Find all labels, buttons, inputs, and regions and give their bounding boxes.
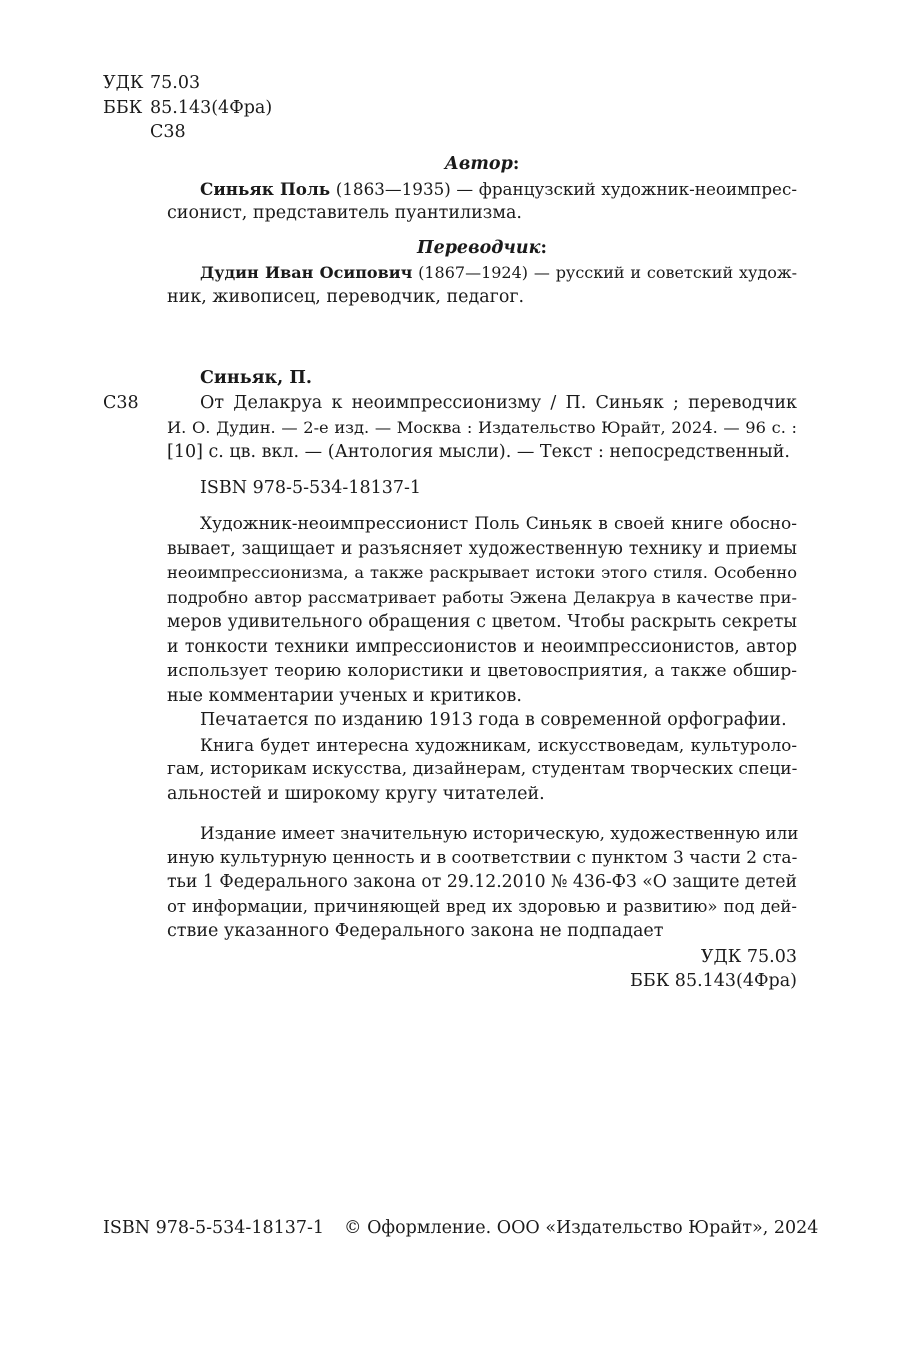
- catalog-line: От Делакруа к неоимпрессионизму / П. Синьяк ; переводчик: [200, 393, 797, 413]
- annotation-line: альностей и широкому кругу читателей.: [167, 783, 545, 804]
- footer-copyright: © Оформление. ООО «Издательство Юрайт», 2024: [344, 1218, 819, 1238]
- author-section: [167, 152, 797, 226]
- annotation-line: использует теорию колористики и цветовосприятия, а также обшир-: [167, 661, 797, 681]
- legal-bbk: ББК 85.143(4Фра): [629, 971, 797, 991]
- translator-line-2: ник, живописец, переводчик, педагог.: [167, 287, 525, 307]
- catalog-description: [167, 391, 797, 465]
- catalog-heading: Синьяк, П.: [200, 368, 312, 388]
- author-mark: С38: [150, 122, 186, 142]
- udk-value: 75.03: [150, 73, 201, 93]
- translator-line-1: Дудин Иван Осипович (1867—1924) — русский и советский худож-: [200, 262, 797, 282]
- annotation-line: и тонкости техники импрессионистов и неоимпрессионистов, автор: [167, 636, 797, 657]
- annotation-line: Книга будет интересна художникам, искусствоведам, культуроло-: [200, 734, 797, 755]
- catalog-isbn: ISBN 978-5-534-18137-1: [200, 478, 422, 498]
- annotation-line: неоимпрессионизма, а также раскрывает истоки этого стиля. Особенно: [167, 563, 797, 582]
- annotation-reprint-note: Печатается по изданию 1913 года в современной орфографии.: [200, 710, 787, 730]
- catalog-line: [10] с. цв. вкл. — (Антология мысли). — Текст : непосредственный.: [167, 442, 790, 462]
- author-line-2: сионист, представитель пуантилизма.: [167, 203, 522, 223]
- legal-line: иную культурную ценность и в соответствии с пунктом 3 части 2 ста-: [167, 847, 798, 868]
- legal-line: тьи 1 Федерального закона от 29.12.2010 № 436-ФЗ «О защите детей: [167, 872, 797, 892]
- bbk-label: ББК: [103, 98, 143, 118]
- translator-name: Дудин Иван Осипович: [200, 262, 413, 282]
- annotation-line: Художник-неоимпрессионист Поль Синьяк в своей книге обосно-: [200, 514, 797, 534]
- author-heading: Автор:: [444, 154, 520, 174]
- annotation-line: подробно автор рассматривает работы Эжена Делакруа в качестве при-: [167, 587, 797, 607]
- footer-isbn: ISBN 978-5-534-18137-1: [103, 1218, 325, 1238]
- catalog-line: И. О. Дудин. — 2-е изд. — Москва : Издательство Юрайт, 2024. — 96 с. :: [167, 417, 797, 437]
- annotation-line: ные комментарии ученых и критиков.: [167, 685, 522, 706]
- legal-line: ствие указанного Федерального закона не подпадает: [167, 921, 664, 941]
- legal-line: от информации, причиняющей вред их здоровью и развитию» под дей-: [167, 896, 797, 916]
- author-line-1: Синьяк Поль (1863—1935) — французский художник-неоимпрес-: [200, 178, 797, 199]
- annotation: [167, 512, 797, 806]
- catalog-mark: С38: [103, 393, 139, 413]
- author-name: Синьяк Поль: [200, 178, 331, 199]
- bbk-value: 85.143(4Фра): [150, 98, 273, 118]
- udk-label: УДК: [103, 73, 144, 93]
- annotation-line: гам, историкам искусства, дизайнерам, студентам творческих специ-: [167, 759, 798, 779]
- legal-line: Издание имеет значительную историческую, художественную или: [200, 823, 799, 843]
- annotation-line: меров удивительного обращения с цветом. Чтобы раскрыть секреты: [167, 612, 797, 632]
- legal-udk: УДК 75.03: [700, 946, 797, 967]
- annotation-line: вывает, защищает и разъясняет художественную технику и приемы: [167, 538, 797, 559]
- translator-section: [167, 236, 797, 310]
- translator-heading: Переводчик:: [417, 238, 547, 258]
- legal-notice: [167, 821, 797, 994]
